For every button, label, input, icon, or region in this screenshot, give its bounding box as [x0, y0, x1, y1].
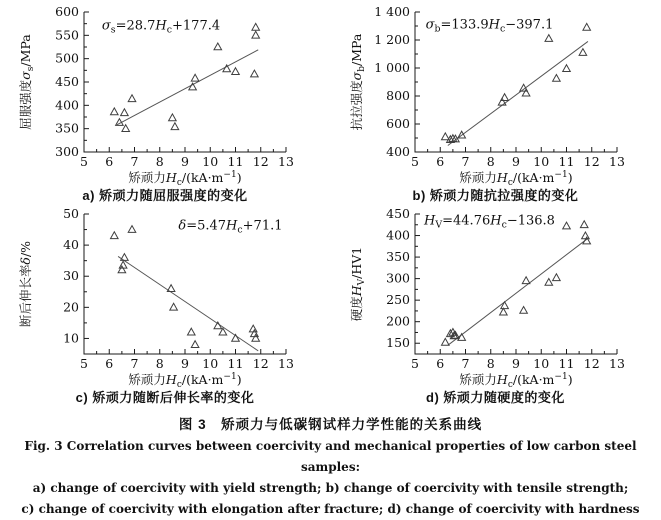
figure-caption-en-line1: Fig. 3 Correlation curves between coercivity and mechanical properties of low carbon steel samples: [24, 439, 637, 474]
svg-text:5: 5 [410, 356, 419, 371]
svg-text:12: 12 [583, 154, 600, 169]
chart-c-canvas [0, 204, 330, 390]
svg-text:550: 550 [55, 27, 79, 43]
svg-text:11: 11 [558, 154, 574, 169]
svg-text:250: 250 [385, 292, 410, 308]
svg-text:9: 9 [511, 154, 520, 169]
svg-text:400: 400 [385, 144, 410, 159]
svg-text:11: 11 [227, 356, 244, 371]
svg-text:30: 30 [63, 268, 79, 284]
svg-text:9: 9 [511, 356, 520, 371]
figure-captions [0, 414, 661, 520]
svg-text:800: 800 [385, 88, 410, 103]
svg-text:断后伸长率δ/%: 断后伸长率δ/% [18, 240, 33, 328]
svg-text:13: 13 [278, 154, 294, 169]
chart-b-subcaption: b) 矫顽力随抗拉强度的变化 [412, 188, 579, 203]
svg-text:8: 8 [155, 154, 164, 169]
svg-text:9: 9 [181, 356, 189, 371]
svg-text:150: 150 [385, 335, 410, 351]
svg-text:5: 5 [410, 154, 419, 169]
svg-text:600: 600 [55, 4, 79, 19]
svg-text:8: 8 [486, 356, 495, 371]
svg-text:350: 350 [385, 249, 410, 265]
svg-text:矫顽力Hc/(kA·m−1): 矫顽力$H_c/(kA\cdot m^{-1})$ [128, 170, 242, 188]
figure-caption-en-line2: a) change of coercivity with yield strength; b) change of coercivity with tensile strength; [32, 481, 629, 495]
figure-caption-en-line3: c) change of coercivity with elongation after fracture; d) change of coercivity with hardness [21, 502, 640, 516]
svg-text:10: 10 [202, 356, 219, 371]
svg-text:6: 6 [105, 154, 114, 169]
svg-text:1 400: 1 400 [373, 4, 410, 19]
svg-text:抗拉强度σb/MPa: 抗拉强度$\sigma_b$/MPa [348, 33, 367, 131]
svg-text:12: 12 [252, 154, 269, 169]
svg-text:屈服强度σs/MPa: 屈服强度$\sigma_s$/MPa [18, 34, 36, 130]
svg-text:7: 7 [461, 154, 469, 169]
chart-d-canvas [331, 204, 661, 390]
svg-text:500: 500 [55, 50, 79, 66]
figure-caption-cn: 图 3 矫顽力与低碳钢试样力学性能的关系曲线 [178, 417, 483, 432]
svg-text:6: 6 [105, 356, 114, 371]
svg-text:12: 12 [252, 356, 269, 371]
svg-text:11: 11 [558, 356, 574, 371]
chart-d [330, 204, 661, 406]
chart-a-canvas [0, 2, 330, 188]
svg-text:1 000: 1 000 [373, 60, 410, 75]
svg-text:10: 10 [532, 154, 549, 169]
svg-text:10: 10 [202, 154, 219, 169]
svg-text:6: 6 [435, 356, 444, 371]
svg-text:σb=133.9Hc−397.1: $\sigma_b=133.9H_c-397.1$ [425, 17, 553, 35]
svg-text:矫顽力Hc/(kA·m−1): 矫顽力$H_c/(kA\cdot m^{-1})$ [458, 372, 573, 390]
svg-text:7: 7 [130, 356, 139, 371]
svg-text:13: 13 [608, 154, 625, 169]
svg-text:12: 12 [583, 356, 600, 371]
svg-text:40: 40 [63, 237, 79, 253]
svg-text:400: 400 [385, 227, 410, 243]
svg-text:5: 5 [80, 154, 88, 169]
svg-text:200: 200 [385, 313, 410, 329]
svg-text:8: 8 [486, 154, 495, 169]
svg-text:HV=44.76Hc−136.8: $H_V=44.76H_c-136.8$ [423, 213, 555, 231]
svg-text:300: 300 [55, 144, 79, 159]
svg-text:300: 300 [385, 270, 410, 286]
svg-text:8: 8 [155, 356, 164, 371]
svg-text:600: 600 [385, 116, 410, 131]
svg-text:13: 13 [608, 356, 625, 371]
svg-text:δ=5.47Hc+71.1: $\delta=5.47H_c+71.1$ [178, 218, 283, 236]
svg-text:σs=28.7Hc+177.4: $\sigma_s=28.7H_c+177.4$ [101, 18, 221, 36]
chart-a-subcaption: a) 矫顽力随屈服强度的变化 [82, 188, 248, 203]
chart-b [330, 2, 661, 204]
svg-text:13: 13 [278, 356, 294, 371]
svg-text:7: 7 [461, 356, 469, 371]
chart-c [0, 204, 330, 406]
svg-text:矫顽力Hc/(kA·m−1): 矫顽力$H_c/(kA\cdot m^{-1})$ [128, 372, 242, 390]
svg-text:350: 350 [55, 120, 79, 136]
svg-text:矫顽力Hc/(kA·m−1): 矫顽力$H_c/(kA\cdot m^{-1})$ [458, 170, 573, 188]
svg-text:20: 20 [63, 299, 79, 315]
svg-text:450: 450 [385, 206, 410, 221]
svg-text:50: 50 [63, 206, 79, 221]
chart-c-subcaption: c) 矫顽力随断后伸长率的变化 [75, 390, 255, 405]
svg-text:9: 9 [181, 154, 189, 169]
chart-b-canvas [331, 2, 661, 188]
chart-a [0, 2, 330, 204]
charts-grid [0, 2, 661, 406]
svg-text:6: 6 [435, 154, 444, 169]
svg-text:5: 5 [80, 356, 88, 371]
svg-text:11: 11 [227, 154, 244, 169]
svg-text:7: 7 [130, 154, 139, 169]
chart-d-subcaption: d) 矫顽力随硬度的变化 [426, 390, 565, 405]
svg-text:硬度HV/HV1: 硬度$H_V/HV1$ [348, 246, 367, 322]
svg-text:10: 10 [532, 356, 549, 371]
svg-text:450: 450 [55, 74, 79, 89]
svg-text:400: 400 [55, 97, 79, 113]
svg-text:1 200: 1 200 [373, 32, 410, 47]
svg-text:10: 10 [63, 330, 79, 346]
